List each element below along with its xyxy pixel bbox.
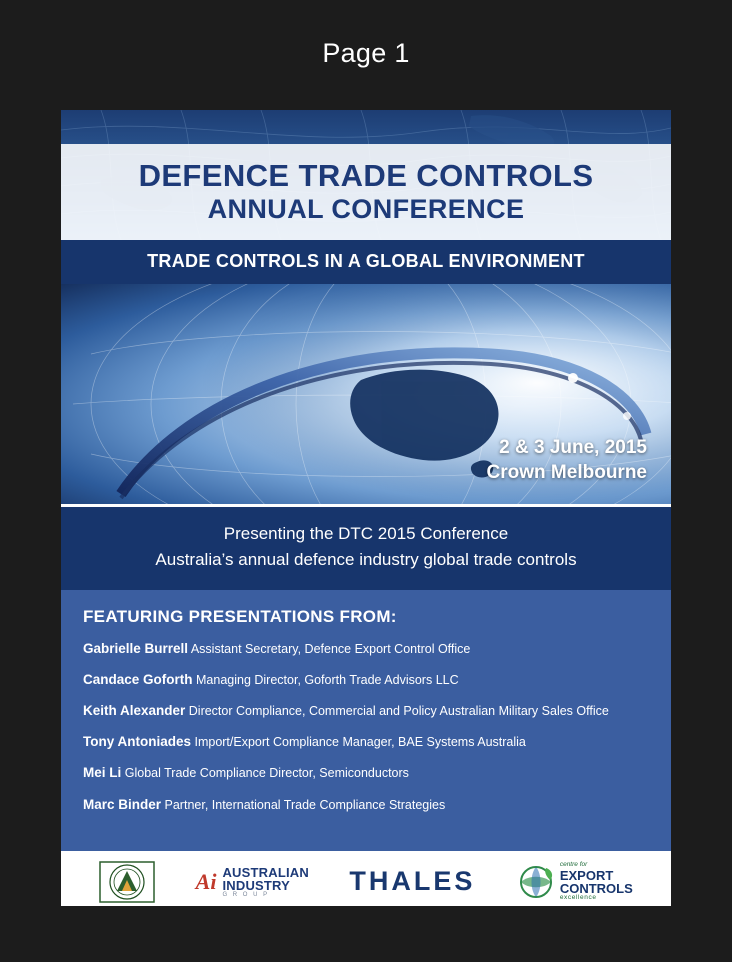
list-item [83,672,649,688]
list-item [83,765,649,781]
poster-subtitle: TRADE CONTROLS IN A GLOBAL ENVIRONMENT [61,240,671,284]
speaker-name: Candace Goforth [83,671,193,687]
list-item [83,734,649,750]
speaker-role: Partner, International Trade Compliance Strategies [164,797,446,812]
poster-title-line-2: ANNUAL CONFERENCE [207,193,525,224]
speaker-name: Marc Binder [83,796,162,812]
cec-line-2: EXPORT [559,867,614,883]
poster-hero-image [61,284,671,507]
featuring-heading: FEATURING PRESENTATIONS FROM: [83,606,397,626]
defence-industry-logo [99,861,155,903]
globe-leaf-icon [516,862,556,902]
aig-line-1: AUSTRALIAN [222,864,309,880]
presenting-band [61,507,671,590]
speaker-role: Assistant Secretary, Defence Export Control Office [190,641,471,656]
list-item [83,641,649,657]
speaker-role: Import/Export Compliance Manager, BAE Systems Australia [194,735,526,750]
presenting-line-2: Australia’s annual defence industry global trade controls [155,550,577,570]
thales-wordmark: THALES [349,866,476,897]
aig-line-2: INDUSTRY [222,877,291,893]
poster-title-band [61,144,671,240]
centre-for-export-controls-logo [516,862,633,902]
event-date: 2 & 3 June, 2015 [499,436,647,458]
cec-line-3: CONTROLS [559,880,633,896]
event-location: Crown Melbourne [486,462,647,484]
list-item [83,797,649,813]
thales-logo [349,866,475,897]
speaker-name: Tony Antoniades [83,734,191,750]
presenting-line-1: Presenting the DTC 2015 Conference [223,524,509,543]
page-title: Page 1 [322,38,410,68]
cec-line-4: excellence [559,893,597,901]
sponsor-logos-footer [61,851,671,906]
conference-poster [61,110,671,906]
aig-line-3: G R O U P [222,891,270,898]
list-item [83,703,649,719]
poster-top-banner [61,110,671,240]
speaker-role: Global Trade Compliance Director, Semiconductors [124,766,409,781]
featuring-section [61,590,671,851]
event-date-location [487,435,647,486]
aig-monogram: Ai [195,868,217,894]
speaker-name: Mei Li [83,765,122,781]
aidn-emblem-icon [99,861,155,903]
cec-line-1: centre for [559,860,588,868]
speaker-role: Managing Director, Goforth Trade Advisors LLC [196,672,459,687]
speaker-name: Keith Alexander [83,703,186,719]
speaker-name: Gabrielle Burrell [83,640,189,656]
poster-title-line-1: DEFENCE TRADE CONTROLS [138,157,594,193]
australian-industry-group-logo [196,866,309,898]
speaker-role: Director Compliance, Commercial and Policy Australian Military Sales Office [188,704,609,719]
